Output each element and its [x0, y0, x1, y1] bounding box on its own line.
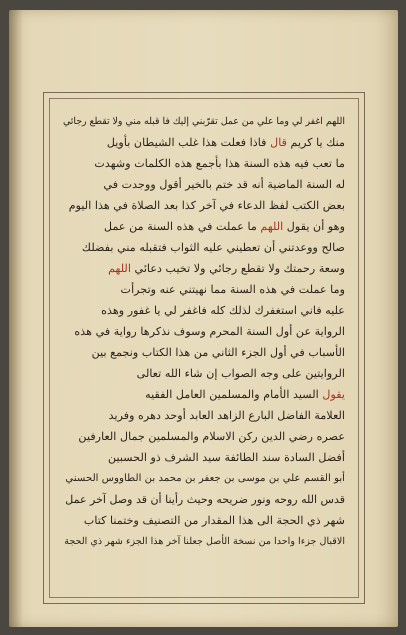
manuscript-line	[63, 300, 345, 321]
manuscript-line	[63, 426, 345, 447]
text-segment: شهر ذي الحجة الى هذا المقدار من التصنيف وختمنا كتاب	[83, 514, 345, 527]
text-segment: الأسباب في أول الجزء الثاني من هذا الكتاب ونجمع بين	[91, 346, 345, 359]
manuscript-line	[63, 447, 345, 468]
manuscript-line	[63, 489, 345, 510]
manuscript-page	[9, 10, 398, 627]
text-segment: العلامة الفاضل البارع الزاهد العابد أوحد دهره وفريد	[108, 409, 345, 422]
manuscript-line	[63, 384, 345, 405]
text-segment: صالح ووعدتني أن تعطيني عليه الثواب فتقبله مني بفضلك	[81, 241, 345, 254]
text-segment: اللهم اغفر لي وما علي من عمل تقرّبني إليك فا قبله مني ولا تقطع رجائي	[63, 116, 345, 127]
text-segment: أبو القسم علي بن موسى بن جعفر بن محمد بن الطاووس الحسني	[65, 473, 345, 484]
manuscript-line	[63, 195, 345, 216]
manuscript-line	[63, 111, 345, 132]
manuscript-line	[63, 216, 345, 237]
text-segment: قدس الله روحه ونور ضريحه وحيث رأينا أن قد وصل آخر عمل	[65, 493, 345, 506]
manuscript-line	[63, 405, 345, 426]
rubric-word: قال	[270, 136, 287, 149]
text-segment: وهو أن يقول	[283, 220, 345, 233]
page-spine-shadow	[9, 10, 23, 627]
manuscript-line	[63, 279, 345, 300]
text-frame-inner	[49, 98, 359, 598]
rubric-word: يقول	[322, 388, 345, 401]
text-segment: ما عملت في هذه السنة من عمل	[103, 220, 261, 233]
rubric-word: اللهم	[108, 262, 131, 275]
text-segment: الرواية عن أول السنة المحرم وسوف نذكرها رواية في هذه	[74, 325, 345, 338]
text-frame-outer	[43, 92, 365, 604]
manuscript-line	[63, 510, 345, 531]
text-segment: وما عملت في هذه السنة مما نهيتني عنه وتجرأت	[120, 283, 345, 296]
text-segment: عصره رضي الدين ركن الاسلام والمسلمين جمال العارفين	[78, 430, 345, 443]
text-segment: أفضل السادة سند الطائفة سيد الشرف ذو الحسبين	[107, 451, 345, 464]
text-segment: منك يا كريم	[286, 136, 345, 149]
text-segment: السيد الأمام والمسلمين العامل الفقيه	[145, 388, 323, 401]
manuscript-line	[63, 174, 345, 195]
manuscript-line	[63, 237, 345, 258]
manuscript-text-block	[63, 111, 345, 587]
text-segment: عليه فاني استغفرك لذلك كله فاغفر لي يا غفور وهذه	[101, 304, 345, 317]
text-segment: وسعة رحمتك ولا تقطع رجائي ولا تخيب دعائي	[130, 262, 345, 275]
text-segment: فاذا فعلت هذا غلب الشيطان بأويل	[106, 136, 271, 149]
manuscript-line	[63, 321, 345, 342]
text-segment: له السنة الماضية أنه قد ختم بالخير أقول ووجدت في	[103, 178, 345, 191]
text-segment: بعض الكتب لفظ الدعاء في آخر كذا بعد الصلاة في هذا اليوم	[68, 199, 345, 212]
text-segment: الروايتين على وجه الصواب إن شاء الله تعالى	[136, 367, 345, 380]
text-segment: الاقبال جزءا واحدا من نسخة الأصل جعلنا آخر هذا الجزء شهر ذي الحجة	[64, 536, 345, 547]
manuscript-line	[63, 342, 345, 363]
manuscript-line	[63, 153, 345, 174]
rubric-word: اللهم	[260, 220, 284, 233]
text-segment: ما تعب فيه هذه السنة هذا بأجمع هذه الكلمات وشهدت	[94, 157, 345, 170]
manuscript-line	[63, 363, 345, 384]
manuscript-line	[63, 531, 345, 552]
manuscript-line	[63, 132, 345, 153]
manuscript-line	[63, 258, 345, 279]
manuscript-line	[63, 468, 345, 489]
